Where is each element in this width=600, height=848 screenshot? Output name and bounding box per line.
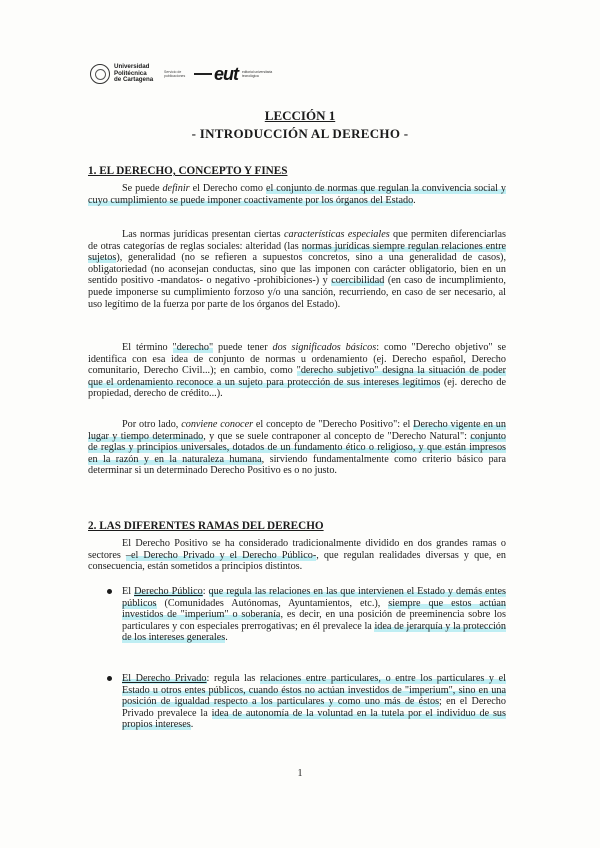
university-name: Universidad Politécnica de Cartagena [114,63,154,84]
press-logo-text: eut [214,63,238,84]
university-service-text: Servicio de publicaciones [164,70,186,78]
highlight: –el Derecho Privado y el Derecho Público- [125,549,317,561]
highlight: Derecho Público [134,586,203,597]
lesson-subtitle: - INTRODUCCIÓN AL DERECHO - [191,126,409,141]
highlight: que regula las relaciones en las que intervienen el Estado y demás entes públicos [122,586,506,609]
paragraph-positive-law: Por otro lado, conviene conocer el concepto de "Derecho Positivo": el Derecho vigente en un lugar y tiempo determinado, y que se suele contraponer al concepto de "Derecho Natural": conjunto de reglas y principios universales, dotados de un fundamento ético o religioso, y que están impresos en la razón y en la naturaleza humana, sirviendo fundamentalmente como criterio básico para determinar si un determinado Derecho Positivo es o no justo. [88,419,506,477]
paragraph-meanings: El término "derecho" puede tener dos significados básicos: como "Derecho objetivo" se identifica con esa idea de conjunto de normas u ordenamiento (ej. Derecho español, Derecho comunitario, Derecho Civil...); en cambio, como "derecho subjetivo" designa la situación de poder que el ordenamiento reconoce a un sujeto para protección de sus intereses legítimos (ej. derecho de propiedad, derecho de crédito...). [88,342,506,400]
highlight: "derecho subjetivo" designa la situación de poder que el ordenamiento reconoce a un sujeto para protección de sus intereses legítimos [88,365,506,388]
bullet-private-law: El Derecho Privado: regula las relaciones entre particulares, o entre los particulares y el Estado u otros entes públicos, cuando éstos no actúan investidos de "imperium", sino en una posición de igualdad respecto a los particulares y como uno más de éstos; en el Derecho Privado prevalece la idea de autonomía de la voluntad en la tutela por el individuo de sus propios intereses. [122,673,506,731]
highlight: "derecho" [172,342,214,353]
highlight: idea de jerarquía y la protección de los intereses generales [122,620,506,644]
highlight: normas jurídicas siempre regulan relaciones entre sujetos [88,240,506,264]
highlight: siempre que estos actúan investidos de "imperium" o soberanía [122,597,506,621]
university-seal-icon [90,64,110,84]
highlight: Derecho vigente en un lugar y tiempo determinado [88,419,506,442]
highlight: relaciones entre particulares, o entre los particulares y el Estado u otros entes públicos, cuando éstos no actúan investidos de "imperium", sino en una posición de igualdad respecto a los particulares y como uno más de éstos [122,673,506,708]
header-logos [90,60,274,88]
press-logo [194,64,274,85]
highlight: el conjunto de normas que regulan la convivencia social y cuyo cumplimiento se puede imponer coactivamente por los órganos del Estado [88,183,506,206]
highlight: coercibilidad [331,275,385,287]
press-logo-bar [194,73,212,75]
lesson-title: LECCIÓN 1 [264,108,336,123]
press-subtitle: editorial universitaria tecnológica [242,70,273,78]
section-1-heading: 1. EL DERECHO, CONCEPTO Y FINES [88,165,288,177]
bullet-icon [107,676,112,681]
highlight: conjunto de reglas y principios universales, dotados de un fundamento ético o religioso, y que están impresos en la razón y en la naturaleza humana [88,430,506,465]
page-number: 1 [297,768,303,779]
highlight: idea de autonomía de la voluntad en la tutela por el individuo de sus propios intereses [122,707,506,731]
bullet-icon [107,589,112,594]
section-2-heading: 2. LAS DIFERENTES RAMAS DEL DERECHO [88,520,324,532]
bullet-public-law: El Derecho Público: que regula las relaciones en las que intervienen el Estado y demás entes públicos (Comunidades Autónomas, Ayuntamientos, etc.), siempre que estos actúan investidos de "imperium" o soberanía, es decir, en una posición de preeminencia sobre los particulares y con especiales prerrogativas; en él prevalece la idea de jerarquía y la protección de los intereses generales. [122,586,506,644]
highlight: El Derecho Privado [122,673,207,684]
paragraph-branches-intro: El Derecho Positivo se ha considerado tradicionalmente dividido en dos grandes ramas o sectores –el Derecho Privado y el Derecho Público-, que regulan realidades diversas y que, en consecuencia, están sometidos a principios distintos. [88,538,506,573]
paragraph-characteristics: Las normas jurídicas presentan ciertas características especiales que permiten diferenciarlas de otras categorías de reglas sociales: alteridad (las normas jurídicas siempre regulan relaciones entre sujetos), generalidad (no se refieren a supuestos concretos, sino a una generalidad de casos), obligatoriedad (no aconsejan conductas, sino que las imponen con carácter obligatorio, bien en un sentido positivo -mandatos- o negativo -prohibiciones-) y coercibilidad (en caso de incumplimiento, puede imponerse su cumplimiento forzoso y/o una sanción, recurriendo, en caso de ser necesario, al uso legítimo de la fuerza por parte de los órganos del Estado). [88,229,506,310]
paragraph-definition: Se puede definir el Derecho como el conjunto de normas que regulan la convivencia social y cuyo cumplimiento se puede imponer coactivamente por los órganos del Estado. [88,183,506,206]
